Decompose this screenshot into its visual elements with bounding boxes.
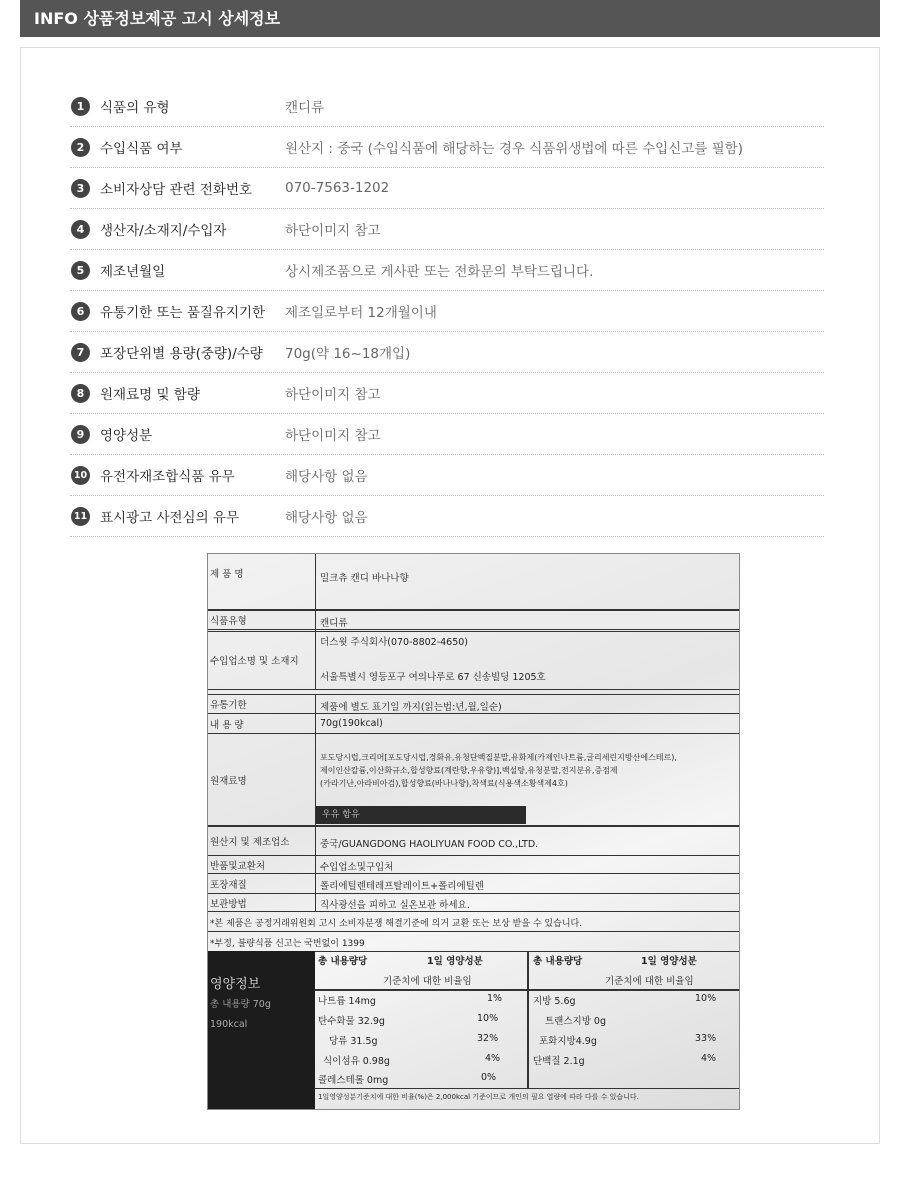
label-value: 더스윗 주식회사(070-8802-4650) bbox=[320, 637, 469, 648]
nutrient-carb: 탄수화물 32.9g bbox=[318, 1016, 385, 1027]
nutrition-col-head: 1일 영양성분 bbox=[427, 956, 483, 967]
nutrient-trans-fat: 트랜스지방 0g bbox=[545, 1016, 606, 1027]
nutrient-pct: 4% bbox=[701, 1053, 717, 1064]
nutrition-footer: 1일영양성분기준치에 대한 비율(%)은 2,000kcal 기준이므로 개인의 필요 열량에 따라 다를 수 있습니다. bbox=[318, 1093, 639, 1101]
nutrient-pct: 33% bbox=[695, 1033, 717, 1044]
info-value: 070-7563-1202 bbox=[285, 180, 390, 196]
nutrient-protein: 단백질 2.1g bbox=[533, 1056, 585, 1067]
nutrition-kcal: 190kcal bbox=[210, 1019, 248, 1030]
product-label-photo bbox=[207, 553, 740, 1110]
nutrition-title: 영양정보 bbox=[210, 977, 261, 992]
info-label: 제조년월일 bbox=[100, 264, 166, 280]
label-key: 내 용 량 bbox=[208, 714, 316, 733]
label-key: 식품유형 bbox=[208, 611, 316, 629]
item-number-badge: 8 bbox=[71, 384, 90, 403]
info-row bbox=[70, 168, 824, 209]
item-number-badge: 10 bbox=[71, 466, 90, 485]
nutrition-col-head: 총 내용량당 bbox=[533, 956, 583, 967]
info-row bbox=[70, 373, 824, 414]
item-number-badge: 3 bbox=[71, 179, 90, 198]
nutrition-col-head: 1일 영양성분 bbox=[641, 956, 697, 967]
nutrition-col-head: 기준치에 대한 비율임 bbox=[383, 976, 472, 987]
info-value: 캔디류 bbox=[285, 100, 325, 116]
label-key: 유통기한 bbox=[208, 695, 316, 713]
item-number-badge: 6 bbox=[71, 302, 90, 321]
nutrient-pct: 32% bbox=[477, 1033, 499, 1044]
info-row bbox=[70, 250, 824, 291]
label-row-food-type bbox=[208, 610, 739, 630]
info-row bbox=[70, 291, 824, 332]
nutrient-pct: 0% bbox=[481, 1072, 497, 1083]
item-number-badge: 7 bbox=[71, 343, 90, 362]
nutrition-panel bbox=[208, 951, 315, 1110]
label-value: 폴리에틸렌테레프탈레이트+폴리에틸렌 bbox=[320, 881, 484, 892]
nutrient-cholesterol: 콜레스테롤 0mg bbox=[318, 1075, 389, 1086]
info-label: 수입식품 여부 bbox=[100, 141, 183, 157]
info-value: 상시제조품으로 게사판 또는 전화문의 부탁드립니다. bbox=[285, 264, 594, 280]
info-value: 하단이미지 참고 bbox=[285, 223, 381, 239]
nutrient-sat-fat: 포화지방4.9g bbox=[539, 1036, 597, 1047]
label-value: 중국/GUANGDONG HAOLIYUAN FOOD CO.,LTD. bbox=[320, 839, 539, 850]
label-key: 보관방법 bbox=[208, 894, 316, 911]
nutrient-sodium: 나트륨 14mg bbox=[318, 996, 376, 1007]
label-key: 제 품 명 bbox=[208, 554, 316, 609]
label-key: 포장재질 bbox=[208, 874, 316, 893]
label-value: (카라기난,아라비아검),합성향료(바나나향),착색료(식용색소황색제4호) bbox=[320, 779, 568, 788]
label-row-return bbox=[208, 856, 739, 874]
info-value: 원산지 : 중국 (수입식품에 해당하는 경우 식품위생법에 따른 수입신고를 필함) bbox=[285, 141, 743, 157]
info-label: 생산자/소재지/수입자 bbox=[100, 223, 227, 239]
nutrient-sugar: 당류 31.5g bbox=[329, 1036, 378, 1047]
info-row bbox=[70, 86, 824, 127]
label-value: 서울특별시 영등포구 여의나루로 67 신송빌딩 1205호 bbox=[320, 672, 546, 683]
label-value: 직사광선을 피하고 실온보관 하세요. bbox=[320, 900, 470, 911]
info-label: 식품의 유형 bbox=[100, 100, 170, 116]
label-row-volume bbox=[208, 714, 739, 734]
nutrient-pct: 4% bbox=[485, 1053, 501, 1064]
label-row-packaging bbox=[208, 874, 739, 894]
info-value: 하단이미지 참고 bbox=[285, 387, 381, 403]
label-row-importer bbox=[208, 630, 739, 690]
label-row-storage bbox=[208, 894, 739, 912]
info-value: 70g(약 16~18개입) bbox=[285, 346, 411, 362]
label-key: 반품및교환처 bbox=[208, 856, 316, 873]
info-label: 영양성분 bbox=[100, 428, 153, 444]
info-row bbox=[70, 209, 824, 250]
label-key: 원산지 및 제조업소 bbox=[208, 827, 316, 855]
item-number-badge: 2 bbox=[71, 138, 90, 157]
label-row-expiry bbox=[208, 694, 739, 714]
nutrition-total: 총 내용량 70g bbox=[210, 999, 271, 1010]
nutrition-col-head: 총 내용량당 bbox=[318, 956, 368, 967]
info-label: 유통기한 또는 품질유지기한 bbox=[100, 305, 266, 321]
label-key: 수입업소명 및 소재지 bbox=[208, 630, 316, 689]
item-number-badge: 1 bbox=[71, 97, 90, 116]
info-label: 포장단위별 용량(중량)/수량 bbox=[100, 346, 263, 362]
info-row bbox=[70, 496, 824, 537]
item-number-badge: 5 bbox=[71, 261, 90, 280]
nutrient-pct: 10% bbox=[695, 993, 717, 1004]
allergen-strip: 우유 함유 bbox=[316, 806, 526, 824]
info-label: 표시광고 사전심의 유무 bbox=[100, 510, 239, 526]
nutrient-pct: 10% bbox=[477, 1013, 499, 1024]
nutrient-fat: 지방 5.6g bbox=[533, 996, 576, 1007]
section-title: INFO 상품정보제공 고시 상세정보 bbox=[34, 9, 281, 28]
nutrition-col-head: 기준치에 대한 비율임 bbox=[605, 976, 694, 987]
info-value: 하단이미지 참고 bbox=[285, 428, 381, 444]
info-row bbox=[70, 332, 824, 373]
info-label: 유전자재조합식품 유무 bbox=[100, 469, 235, 485]
label-value: 밀크츄 캔디 바나나향 bbox=[320, 573, 409, 584]
section-header bbox=[20, 0, 880, 37]
info-label: 원재료명 및 함량 bbox=[100, 387, 200, 403]
info-value: 해당사항 없음 bbox=[285, 469, 368, 485]
label-row-notice-2 bbox=[208, 932, 739, 951]
label-row-product-name bbox=[208, 554, 739, 610]
nutrient-pct: 1% bbox=[487, 993, 503, 1004]
info-row bbox=[70, 414, 824, 455]
label-value: 수입업소및구입처 bbox=[320, 862, 394, 873]
item-number-badge: 9 bbox=[71, 425, 90, 444]
nutrient-fiber: 식이섬유 0.98g bbox=[323, 1056, 390, 1067]
info-row bbox=[70, 455, 824, 496]
label-value: 70g(190kcal) bbox=[320, 718, 383, 729]
label-value: 제이인산칼륨,이산화규소,합성향료(계란향,우유향)],백설탕,유청분말,전지분유,증점제 bbox=[320, 766, 618, 775]
info-value: 해당사항 없음 bbox=[285, 510, 368, 526]
label-row-origin bbox=[208, 826, 739, 856]
label-value: 포도당시럽,크리머[포도당시럽,경화유,유청단백질분말,유화제(카제인나트륨,글리세린지방산에스테르), bbox=[320, 753, 677, 762]
label-notice: *본 제품은 공정거래위원회 고시 소비자분쟁 해결기준에 의거 교환 또는 보상 받을 수 있습니다. bbox=[210, 919, 583, 929]
item-number-badge: 11 bbox=[71, 507, 90, 526]
label-key: 원재료명 bbox=[208, 734, 316, 825]
info-value: 제조일로부터 12개월이내 bbox=[285, 305, 437, 321]
item-number-badge: 4 bbox=[71, 220, 90, 239]
info-label: 소비자상담 관련 전화번호 bbox=[100, 182, 253, 198]
label-value: 제품에 별도 표기일 까지(읽는법:년,월,일순) bbox=[320, 702, 502, 713]
info-row bbox=[70, 127, 824, 168]
label-notice: *부정, 불량식품 신고는 국번없이 1399 bbox=[210, 939, 365, 949]
nutrition-table bbox=[315, 951, 740, 1110]
label-row-notice-1 bbox=[208, 912, 739, 932]
product-info-list bbox=[70, 86, 824, 537]
label-value: 캔디류 bbox=[320, 618, 348, 629]
